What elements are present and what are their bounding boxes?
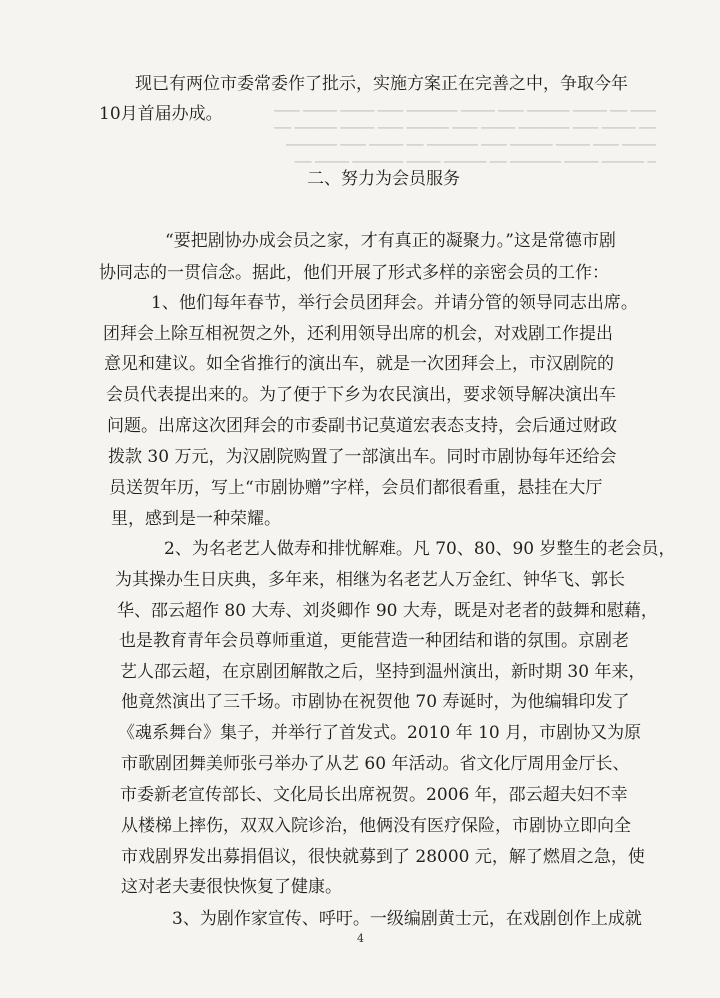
text-line: 问题。出席这次团拜会的市委副书记莫道宏表态支持，会后通过财政: [107, 416, 617, 436]
text-line: 市歌剧团舞美师张弓举办了从艺 60 年活动。省文化厅周用金厅长、: [121, 754, 630, 774]
text-line: 这对老夫妻很快恢复了健康。: [121, 877, 342, 897]
text-line: 3、为剧作家宣传、呼吁。一级编剧黄士元，在戏剧创作上成就: [172, 909, 642, 929]
text-line: 也是教育青年会员尊师重道，更能营造一种团结和谐的氛围。京剧老: [119, 631, 629, 651]
bleed-through-text: ▁▁▁ ▁▁ ▁▁▁▁ ▁▁▁▁▁ ▁▁▁ ▁▁▁▁ ▁▁▁▁▁▁ ▁▁▁ ▁▁▁▁ ▁▁▁▁ ▁▁▁ ▁▁ ▁▁▁▁ ▁▁▁ ▁▁▁▁▁▁ ▁▁▁▁ ▁▁▁ ▁▁▁▁▁ ▁▁▁ ▁▁▁▁ ▁▁▁▁▁ ▁▁ ▁▁▁▁ ▁▁▁ ▁▁▁▁ ▁▁▁▁▁ ▁▁▁ ▁▁▁▁▁▁ ▁▁ ▁▁▁▁ ▁▁▁ ▁▁▁▁▁▁ ▁ ▁▁▁▁▁ ▁▁▁▁ ▁▁▁▁▁▁ ▁▁ ▁▁▁▁▁ ▁▁▁▁ ▁▁▁▁▁▁ ▁▁▁▁ ▁▁: [274, 99, 656, 163]
text-line: 现已有两位市委常委作了批示，实施方案正在完善之中，争取今年: [135, 74, 628, 94]
text-line: 市委新老宣传部长、文化局长出席祝贺。2006 年，邵云超夫妇不幸: [120, 785, 628, 805]
text-line: 从楼梯上摔伤，双双入院诊治，他俩没有医疗保险，市剧协立即向全: [121, 816, 631, 836]
text-line: 市戏剧界发出募捐倡议，很快就募到了 28000 元，解了燃眉之急，使: [121, 847, 645, 867]
text-line: “要把剧协办成会员之家，才有真正的凝聚力。”这是常德市剧: [165, 231, 616, 251]
text-line: 为其操办生日庆典，多年来，相继为名老艺人万金红、钟华飞、郭长: [115, 570, 625, 590]
text-line: 协同志的一贯信念。据此，他们开展了形式多样的亲密会员的工作：: [99, 263, 609, 283]
text-line: 他竟然演出了三千场。市剧协在祝贺他 70 寿诞时，为他编辑印发了: [121, 692, 630, 712]
text-line: 1、他们每年春节，举行会员团拜会。并请分管的领导同志出席。: [151, 293, 638, 313]
text-line: 意见和建议。如全省推行的演出车，就是一次团拜会上，市汉剧院的: [104, 354, 614, 374]
text-line: 里，感到是一种荣耀。: [111, 509, 281, 529]
text-line: 艺人邵云超，在京剧团解散之后，坚持到温州演出，新时期 30 年来，: [120, 662, 646, 682]
text-line: 拨款 30 万元，为汉剧院购置了一部演出车。同时市剧协每年还给会: [108, 447, 617, 467]
text-line: 会员代表提出来的。为了便于下乡为农民演出，要求领导解决演出车: [106, 385, 616, 405]
page-number: 4: [357, 932, 364, 945]
section-heading: 二、努力为会员服务: [307, 169, 460, 189]
text-line: 华、邵云超作 80 大寿、刘炎卿作 90 大寿，既是对老者的鼓舞和慰藉，: [117, 601, 658, 621]
text-line: 10月首届办成。: [99, 104, 223, 124]
text-line: 员送贺年历，写上“市剧协赠”字样，会员们都很看重，悬挂在大厅: [109, 478, 603, 498]
text-line: 《魂系舞台》集子，并举行了首发式。2010 年 10 月，市剧协又为原: [118, 723, 642, 743]
text-line: 2、为名老艺人做寿和排忧解难。凡 70、80、90 岁整生的老会员，: [164, 539, 676, 559]
text-line: 团拜会上除互相祝贺之外，还利用领导出席的机会，对戏剧工作提出: [103, 324, 613, 344]
